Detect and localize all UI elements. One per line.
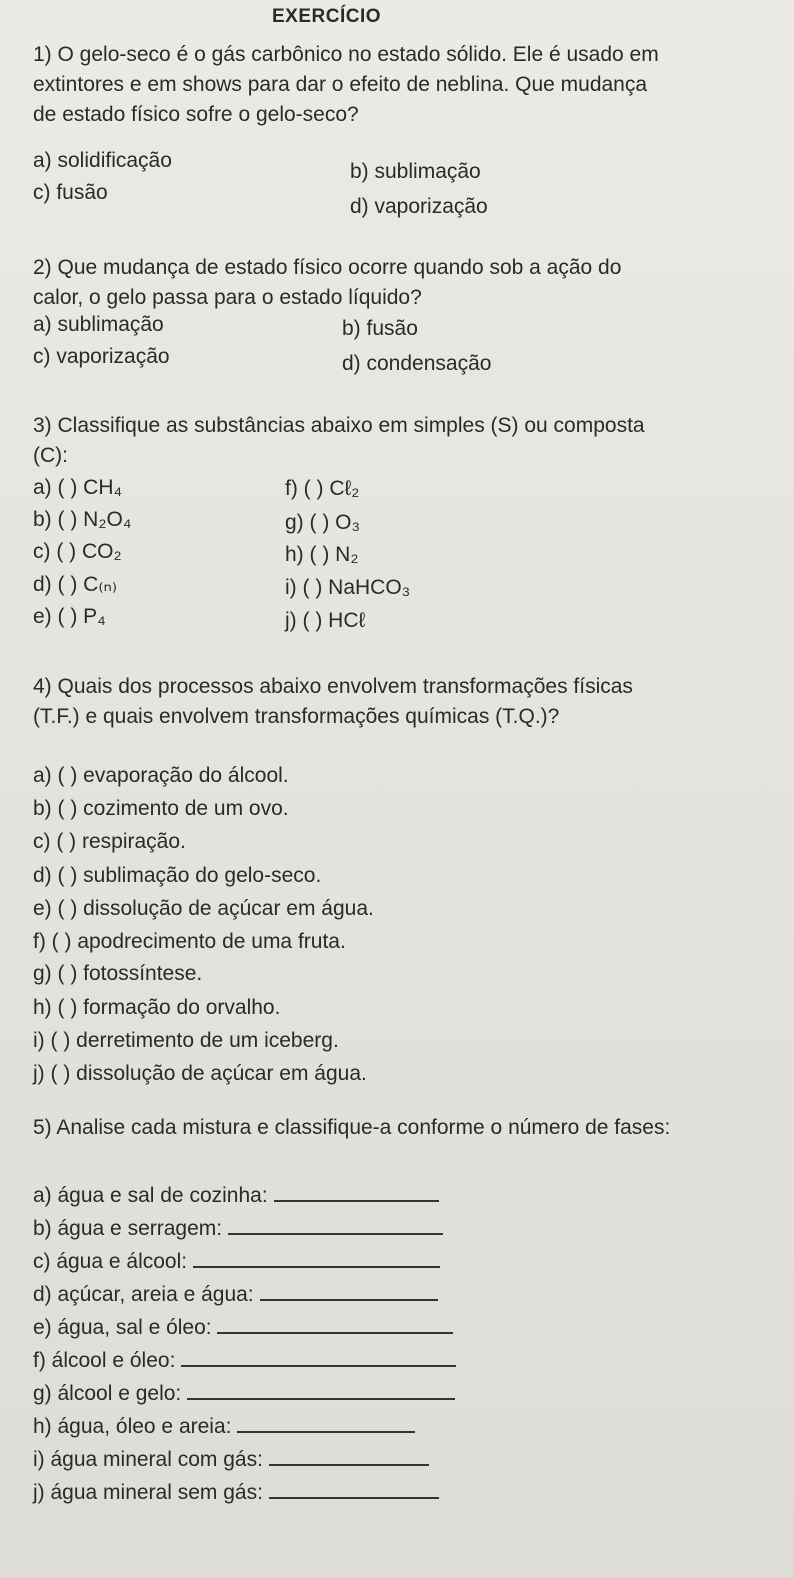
q1-option-c: c) fusão bbox=[33, 181, 108, 204]
q5-item-label: f) álcool e óleo: bbox=[33, 1349, 176, 1372]
answer-blank[interactable] bbox=[237, 1411, 415, 1433]
q5-item-c bbox=[33, 1246, 440, 1276]
q4-item-g: g) ( ) fotossíntese. bbox=[33, 962, 203, 985]
q4-text: 4) Quais dos processos abaixo envolvem transformações físicas (T.F.) e quais envolvem transformações químicas (T.Q.)? bbox=[33, 675, 633, 728]
answer-blank[interactable] bbox=[193, 1246, 440, 1268]
q5-item-b bbox=[33, 1213, 443, 1243]
q4-item-d: d) ( ) sublimação do gelo-seco. bbox=[33, 864, 322, 887]
page-title: EXERCÍCIO bbox=[272, 6, 382, 27]
q5-item-label: a) água e sal de cozinha: bbox=[33, 1184, 268, 1207]
q3-item-a: a) ( ) CH₄ bbox=[33, 476, 123, 499]
q2-option-c: c) vaporização bbox=[33, 345, 170, 368]
q5-item-g bbox=[33, 1378, 455, 1408]
q2-option-a: a) sublimação bbox=[33, 313, 164, 336]
answer-blank[interactable] bbox=[181, 1345, 456, 1367]
q5-item-label: e) água, sal e óleo: bbox=[33, 1316, 212, 1339]
q5-item-f bbox=[33, 1345, 456, 1375]
q5-item-label: i) água mineral com gás: bbox=[33, 1448, 263, 1471]
answer-blank[interactable] bbox=[187, 1378, 455, 1400]
answer-blank[interactable] bbox=[274, 1180, 439, 1202]
q4-item-c: c) ( ) respiração. bbox=[33, 830, 186, 853]
q5-item-e bbox=[33, 1312, 453, 1342]
q3-item-b: b) ( ) N₂O₄ bbox=[33, 508, 132, 531]
q4-item-j: j) ( ) dissolução de açúcar em água. bbox=[33, 1062, 367, 1085]
answer-blank[interactable] bbox=[269, 1477, 439, 1499]
q5-item-d bbox=[33, 1279, 438, 1309]
q3-item-f: f) ( ) Cℓ₂ bbox=[285, 477, 360, 500]
q4-item-a: a) ( ) evaporação do álcool. bbox=[33, 764, 289, 787]
q1-option-b: b) sublimação bbox=[350, 160, 481, 183]
q3-item-h: h) ( ) N₂ bbox=[285, 543, 359, 566]
q3-item-d: d) ( ) C₍ₙ₎ bbox=[33, 573, 118, 596]
q2-option-d: d) condensação bbox=[342, 352, 492, 375]
answer-blank[interactable] bbox=[260, 1279, 438, 1301]
answer-blank[interactable] bbox=[269, 1444, 429, 1466]
q4-item-e: e) ( ) dissolução de açúcar em água. bbox=[33, 897, 374, 920]
q5-item-label: c) água e álcool: bbox=[33, 1250, 188, 1273]
q5-item-label: d) açúcar, areia e água: bbox=[33, 1283, 254, 1306]
q5-item-h bbox=[33, 1411, 415, 1441]
q4-item-h: h) ( ) formação do orvalho. bbox=[33, 996, 281, 1019]
q5-item-i bbox=[33, 1444, 429, 1474]
q3-item-i: i) ( ) NaHCO₃ bbox=[285, 576, 411, 599]
q5-item-label: b) água e serragem: bbox=[33, 1217, 223, 1240]
q2-option-b: b) fusão bbox=[342, 317, 418, 340]
q5-text: 5) Analise cada mistura e classifique-a conforme o número de fases: bbox=[33, 1116, 671, 1139]
q5-item-j bbox=[33, 1477, 439, 1507]
q4-item-i: i) ( ) derretimento de um iceberg. bbox=[33, 1029, 339, 1052]
q5-item-label: g) álcool e gelo: bbox=[33, 1382, 182, 1405]
q5-item-a bbox=[33, 1180, 439, 1210]
answer-blank[interactable] bbox=[228, 1213, 443, 1235]
q2-text: 2) Que mudança de estado físico ocorre quando sob a ação do calor, o gelo passa para o estado líquido? bbox=[33, 256, 622, 309]
q4-item-b: b) ( ) cozimento de um ovo. bbox=[33, 797, 289, 820]
q3-text: 3) Classifique as substâncias abaixo em simples (S) ou composta (C): bbox=[33, 414, 645, 467]
q4-item-f: f) ( ) apodrecimento de uma fruta. bbox=[33, 930, 346, 953]
q3-item-j: j) ( ) HCℓ bbox=[285, 609, 366, 632]
q3-item-g: g) ( ) O₃ bbox=[285, 511, 361, 534]
q1-text: 1) O gelo-seco é o gás carbônico no estado sólido. Ele é usado em extintores e em shows para dar o efeito de neblina. Que mudança de estado físico sofre o gelo-seco? bbox=[33, 43, 659, 126]
q1-option-a: a) solidificação bbox=[33, 149, 172, 172]
q5-item-label: h) água, óleo e areia: bbox=[33, 1415, 232, 1438]
answer-blank[interactable] bbox=[217, 1312, 453, 1334]
q3-item-e: e) ( ) P₄ bbox=[33, 605, 106, 628]
q5-item-label: j) água mineral sem gás: bbox=[33, 1481, 263, 1504]
q3-item-c: c) ( ) CO₂ bbox=[33, 540, 122, 563]
q1-option-d: d) vaporização bbox=[350, 195, 488, 218]
